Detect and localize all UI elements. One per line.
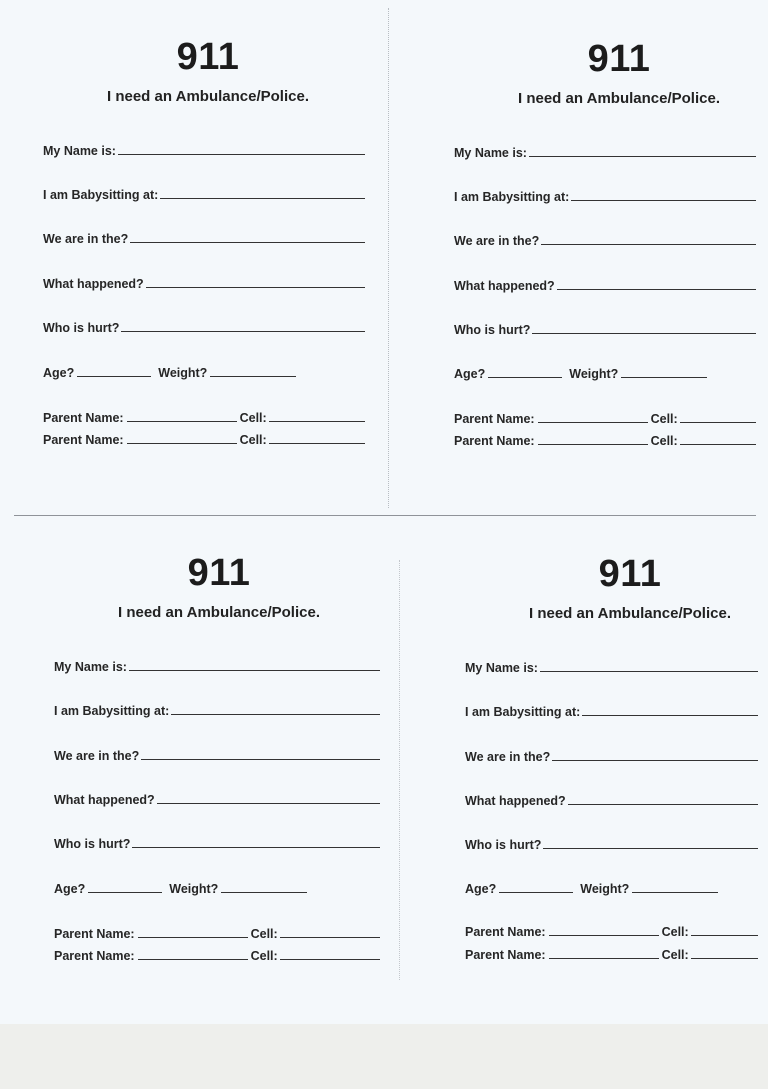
emergency-card-top-left <box>43 36 373 466</box>
emergency-card-bottom-right <box>465 553 768 983</box>
what-happened-blank[interactable] <box>568 804 758 805</box>
what-happened-label: What happened? <box>454 279 555 293</box>
scanner-margin <box>0 1024 768 1089</box>
parent-row-1 <box>54 921 380 941</box>
who-hurt-blank[interactable] <box>121 331 365 332</box>
weight-blank[interactable] <box>632 892 718 893</box>
card-subtitle: I need an Ambulance/Police. <box>517 90 720 107</box>
babysitting-blank[interactable] <box>160 198 365 199</box>
location-blank[interactable] <box>141 759 380 760</box>
what-happened-label: What happened? <box>465 794 566 808</box>
card-subtitle: I need an Ambulance/Police. <box>528 605 731 622</box>
who-hurt-label: Who is hurt? <box>465 838 542 852</box>
parent-name-label: Parent Name: <box>43 411 124 425</box>
weight-label: Weight? <box>569 367 619 381</box>
location-label: We are in the? <box>454 234 540 248</box>
parent-name-label: Parent Name: <box>454 412 535 426</box>
what-happened-row <box>43 271 365 291</box>
parent-name-blank[interactable] <box>538 422 648 423</box>
horizontal-cut-line <box>14 515 756 516</box>
babysitting-label: I am Babysitting at: <box>54 704 170 718</box>
card-number: 911 <box>587 38 651 80</box>
cell-label: Cell: <box>650 434 678 448</box>
parent-row-1 <box>465 919 758 939</box>
age-blank[interactable] <box>488 377 562 378</box>
parent-name-blank[interactable] <box>549 935 659 936</box>
age-label: Age? <box>465 882 497 896</box>
parent-name-blank[interactable] <box>127 443 237 444</box>
cell-label: Cell: <box>239 411 267 425</box>
what-happened-row <box>454 273 756 293</box>
age-label: Age? <box>43 366 75 380</box>
age-weight-row <box>465 876 758 896</box>
parent-name-blank[interactable] <box>138 959 248 960</box>
cell-label: Cell: <box>239 433 267 447</box>
weight-blank[interactable] <box>621 377 707 378</box>
card-subtitle: I need an Ambulance/Police. <box>117 604 320 621</box>
age-weight-row <box>454 361 756 381</box>
what-happened-row <box>54 787 380 807</box>
cell-blank[interactable] <box>280 937 380 938</box>
weight-label: Weight? <box>169 882 219 896</box>
parent-name-label: Parent Name: <box>465 948 546 962</box>
location-label: We are in the? <box>54 749 140 763</box>
babysitting-blank[interactable] <box>582 715 758 716</box>
my-name-row <box>54 654 380 674</box>
location-row <box>454 228 756 248</box>
who-hurt-blank[interactable] <box>543 848 758 849</box>
cell-label: Cell: <box>650 412 678 426</box>
what-happened-row <box>465 788 758 808</box>
my-name-blank[interactable] <box>540 671 758 672</box>
weight-blank[interactable] <box>210 376 296 377</box>
cell-blank[interactable] <box>269 443 365 444</box>
location-label: We are in the? <box>465 750 551 764</box>
what-happened-blank[interactable] <box>557 289 756 290</box>
what-happened-label: What happened? <box>54 793 155 807</box>
what-happened-blank[interactable] <box>146 287 365 288</box>
parent-name-label: Parent Name: <box>54 949 135 963</box>
babysitting-blank[interactable] <box>171 714 380 715</box>
what-happened-blank[interactable] <box>157 803 380 804</box>
my-name-label: My Name is: <box>54 660 127 674</box>
parent-row-2 <box>43 427 365 447</box>
age-blank[interactable] <box>88 892 162 893</box>
parent-row-1 <box>454 406 756 426</box>
age-blank[interactable] <box>77 376 151 377</box>
weight-label: Weight? <box>158 366 208 380</box>
card-number: 911 <box>187 552 251 594</box>
cell-blank[interactable] <box>680 444 756 445</box>
parent-name-blank[interactable] <box>549 958 659 959</box>
who-hurt-blank[interactable] <box>132 847 380 848</box>
cell-blank[interactable] <box>680 422 756 423</box>
age-blank[interactable] <box>499 892 573 893</box>
age-weight-row <box>54 876 380 896</box>
parent-name-label: Parent Name: <box>43 433 124 447</box>
parent-name-blank[interactable] <box>138 937 248 938</box>
parent-row-2 <box>454 428 756 448</box>
age-label: Age? <box>454 367 486 381</box>
my-name-blank[interactable] <box>529 156 756 157</box>
emergency-card-bottom-left <box>54 552 384 982</box>
who-hurt-label: Who is hurt? <box>54 837 131 851</box>
location-blank[interactable] <box>541 244 756 245</box>
parent-name-blank[interactable] <box>127 421 237 422</box>
who-hurt-label: Who is hurt? <box>43 321 120 335</box>
location-blank[interactable] <box>552 760 758 761</box>
parent-name-blank[interactable] <box>538 444 648 445</box>
card-number: 911 <box>598 553 662 595</box>
cell-label: Cell: <box>661 925 689 939</box>
cell-label: Cell: <box>661 948 689 962</box>
my-name-row <box>454 140 756 160</box>
cell-label: Cell: <box>250 927 278 941</box>
weight-blank[interactable] <box>221 892 307 893</box>
my-name-blank[interactable] <box>129 670 380 671</box>
babysitting-row <box>465 699 758 719</box>
cell-blank[interactable] <box>269 421 365 422</box>
parent-row-1 <box>43 405 365 425</box>
who-hurt-label: Who is hurt? <box>454 323 531 337</box>
location-row <box>43 226 365 246</box>
cell-blank[interactable] <box>280 959 380 960</box>
card-subtitle: I need an Ambulance/Police. <box>106 88 309 105</box>
babysitting-label: I am Babysitting at: <box>465 705 581 719</box>
cell-label: Cell: <box>250 949 278 963</box>
parent-name-label: Parent Name: <box>454 434 535 448</box>
parent-name-label: Parent Name: <box>465 925 546 939</box>
babysitting-row <box>54 698 380 718</box>
who-hurt-row <box>43 315 365 335</box>
parent-name-label: Parent Name: <box>54 927 135 941</box>
my-name-row <box>43 138 365 158</box>
cell-blank[interactable] <box>691 958 758 959</box>
age-label: Age? <box>54 882 86 896</box>
babysitting-label: I am Babysitting at: <box>43 188 159 202</box>
babysitting-label: I am Babysitting at: <box>454 190 570 204</box>
my-name-label: My Name is: <box>454 146 527 160</box>
what-happened-label: What happened? <box>43 277 144 291</box>
parent-row-2 <box>54 943 380 963</box>
weight-label: Weight? <box>580 882 630 896</box>
who-hurt-row <box>465 832 758 852</box>
babysitting-row <box>43 182 365 202</box>
emergency-card-top-right <box>454 38 768 468</box>
vertical-cut-line-bottom <box>399 560 400 980</box>
card-number: 911 <box>176 36 240 78</box>
cell-blank[interactable] <box>691 935 758 936</box>
my-name-blank[interactable] <box>118 154 365 155</box>
babysitting-blank[interactable] <box>571 200 756 201</box>
location-row <box>54 743 380 763</box>
vertical-cut-line-top <box>388 8 389 508</box>
my-name-label: My Name is: <box>43 144 116 158</box>
who-hurt-row <box>454 317 756 337</box>
babysitting-row <box>454 184 756 204</box>
who-hurt-blank[interactable] <box>532 333 756 334</box>
location-label: We are in the? <box>43 232 129 246</box>
my-name-row <box>465 655 758 675</box>
my-name-label: My Name is: <box>465 661 538 675</box>
age-weight-row <box>43 360 365 380</box>
parent-row-2 <box>465 942 758 962</box>
who-hurt-row <box>54 831 380 851</box>
location-row <box>465 744 758 764</box>
location-blank[interactable] <box>130 242 365 243</box>
